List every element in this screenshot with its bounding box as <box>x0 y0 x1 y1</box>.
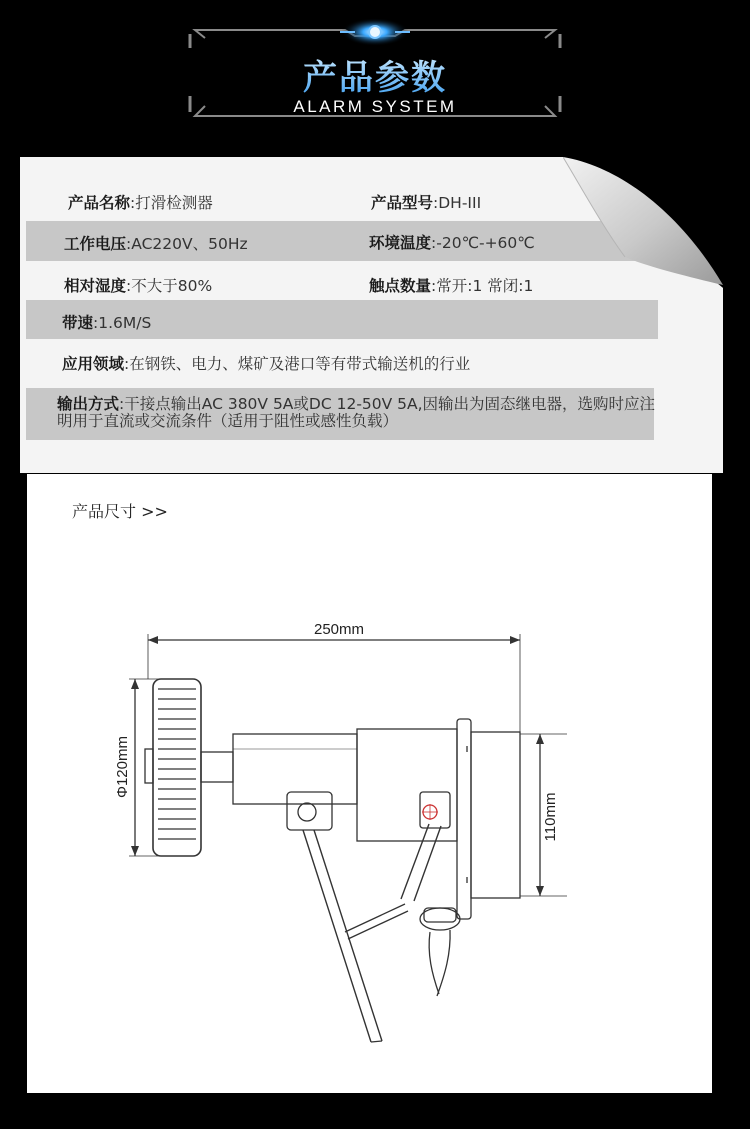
diameter-dimension-label: Φ120mm <box>114 736 131 798</box>
dimension-drawing <box>27 474 712 1093</box>
spec-item-output: 输出方式:干接点输出AC 380V 5A或DC 12-50V 5A,因输出为固态继电器，选购时应注明用于直流或交流条件（适用于阻性或感性负载） <box>57 395 656 430</box>
header-banner <box>0 0 750 150</box>
spec-item-application: 应用领域:在钢铁、电力、煤矿及港口等有带式输送机的行业 <box>62 355 471 373</box>
spec-item-model: 产品型号:DH-III <box>371 194 482 212</box>
spec-row <box>26 341 658 387</box>
spec-item-temperature: 环境温度:-20℃-+60℃ <box>369 234 535 252</box>
page-title: 产品参数 <box>0 50 750 99</box>
spec-item-contacts: 触点数量:常开:1 常闭:1 <box>369 277 534 295</box>
page-subtitle: ALARM SYSTEM <box>293 97 457 116</box>
spec-item-voltage: 工作电压:AC220V、50Hz <box>64 235 248 253</box>
height-dimension-label: 110mm <box>542 792 559 842</box>
page-curl-decoration <box>563 157 728 292</box>
dimension-title: 产品尺寸 >> <box>72 502 168 521</box>
spec-item-belt-speed: 带速:1.6M/S <box>62 314 152 332</box>
spec-item-product-name: 产品名称:打滑检测器 <box>68 194 213 212</box>
spec-row <box>26 300 658 339</box>
spec-item-humidity: 相对湿度:不大于80% <box>64 277 213 295</box>
length-dimension-label: 250mm <box>313 621 365 638</box>
dimension-panel <box>27 474 712 1093</box>
spec-row <box>26 388 654 440</box>
